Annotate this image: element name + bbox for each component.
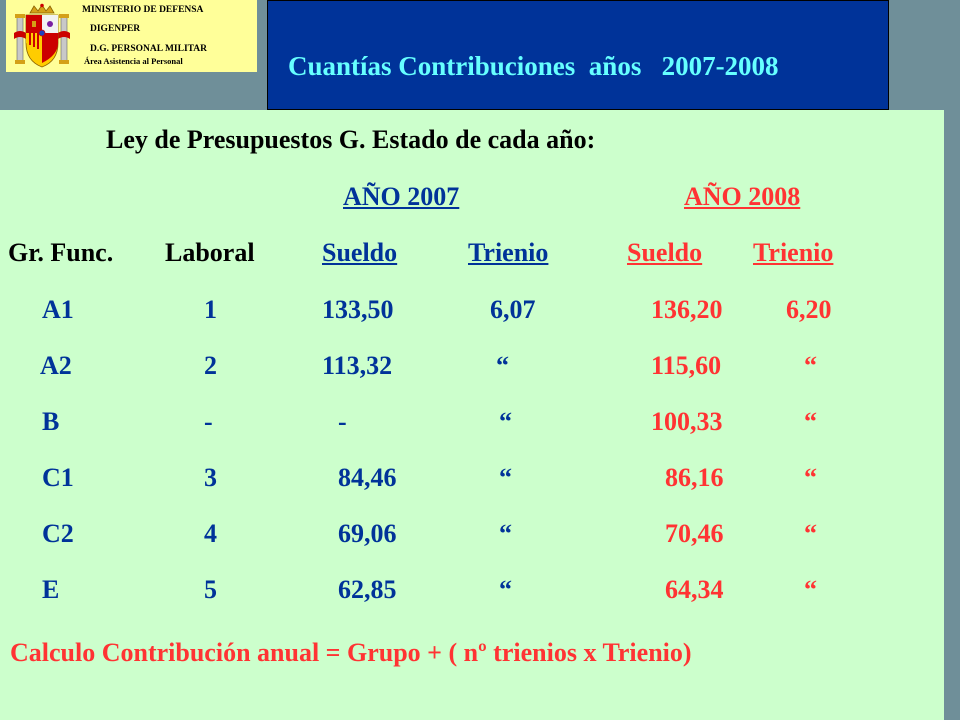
table-cell-group: A2 <box>40 351 72 380</box>
table-cell-group: C2 <box>42 519 74 548</box>
table-cell-sueldo-2007: 84,46 <box>338 463 397 492</box>
table-cell-trienio-2007: “ <box>499 519 512 548</box>
column-header-group: Gr. Func. <box>8 238 114 267</box>
column-header-trienio-2007: Trienio <box>468 238 549 267</box>
budget-law-heading: Ley de Presupuestos G. Estado de cada año: <box>106 125 596 154</box>
table-cell-trienio-2008: “ <box>804 407 817 436</box>
table-cell-trienio-2008: “ <box>804 575 817 604</box>
table-cell-group: B <box>42 407 60 436</box>
column-header-laboral: Laboral <box>165 238 255 267</box>
table-cell-sueldo-2007: - <box>338 407 347 436</box>
table-cell-sueldo-2008: 86,16 <box>665 463 724 492</box>
table-cell-trienio-2008: “ <box>804 351 817 380</box>
table-cell-laboral: 3 <box>204 463 217 492</box>
table-cell-group: C1 <box>42 463 74 492</box>
table-cell-laboral: 1 <box>204 295 217 324</box>
table-cell-trienio-2007: “ <box>496 351 509 380</box>
column-header-trienio-2008: Trienio <box>753 238 834 267</box>
table-cell-sueldo-2008: 64,34 <box>665 575 724 604</box>
table-cell-laboral: 4 <box>204 519 217 548</box>
ministry-name: MINISTERIO DE DEFENSA <box>82 5 204 15</box>
table-cell-sueldo-2007: 62,85 <box>338 575 397 604</box>
table-cell-group: A1 <box>42 295 74 324</box>
ministry-logo-box <box>6 0 257 72</box>
table-cell-trienio-2008: “ <box>804 519 817 548</box>
year-2007-label: AÑO 2007 <box>343 182 460 211</box>
table-cell-sueldo-2008: 100,33 <box>651 407 723 436</box>
formula-text: Calculo Contribución anual = Grupo + ( nº trienios x Trienio) <box>10 638 692 667</box>
table-cell-trienio-2007: 6,07 <box>490 295 536 324</box>
table-cell-sueldo-2008: 70,46 <box>665 519 724 548</box>
department-name: D.G. PERSONAL MILITAR <box>90 44 208 54</box>
directorate-name: DIGENPER <box>90 24 141 34</box>
column-header-sueldo-2007: Sueldo <box>322 238 398 267</box>
table-cell-sueldo-2007: 113,32 <box>322 351 393 380</box>
year-2008-label: AÑO 2008 <box>684 182 801 211</box>
table-cell-trienio-2007: “ <box>499 463 512 492</box>
table-cell-laboral: - <box>204 407 213 436</box>
table-cell-laboral: 5 <box>204 575 217 604</box>
table-cell-sueldo-2007: 133,50 <box>322 295 394 324</box>
page-title: Cuantías Contribuciones años 2007-2008 <box>288 51 779 81</box>
content-panel <box>0 110 944 720</box>
table-cell-trienio-2008: “ <box>804 463 817 492</box>
title-banner <box>267 0 889 110</box>
table-cell-trienio-2007: “ <box>499 575 512 604</box>
table-cell-sueldo-2008: 115,60 <box>651 351 722 380</box>
column-header-sueldo-2008: Sueldo <box>627 238 703 267</box>
table-cell-trienio-2008: 6,20 <box>786 295 832 324</box>
table-cell-sueldo-2008: 136,20 <box>651 295 723 324</box>
table-cell-laboral: 2 <box>204 351 217 380</box>
table-cell-trienio-2007: “ <box>499 407 512 436</box>
table-cell-sueldo-2007: 69,06 <box>338 519 397 548</box>
table-cell-group: E <box>42 575 60 604</box>
coat-of-arms-icon <box>14 3 70 69</box>
area-name: Área Asistencia al Personal <box>84 56 183 66</box>
